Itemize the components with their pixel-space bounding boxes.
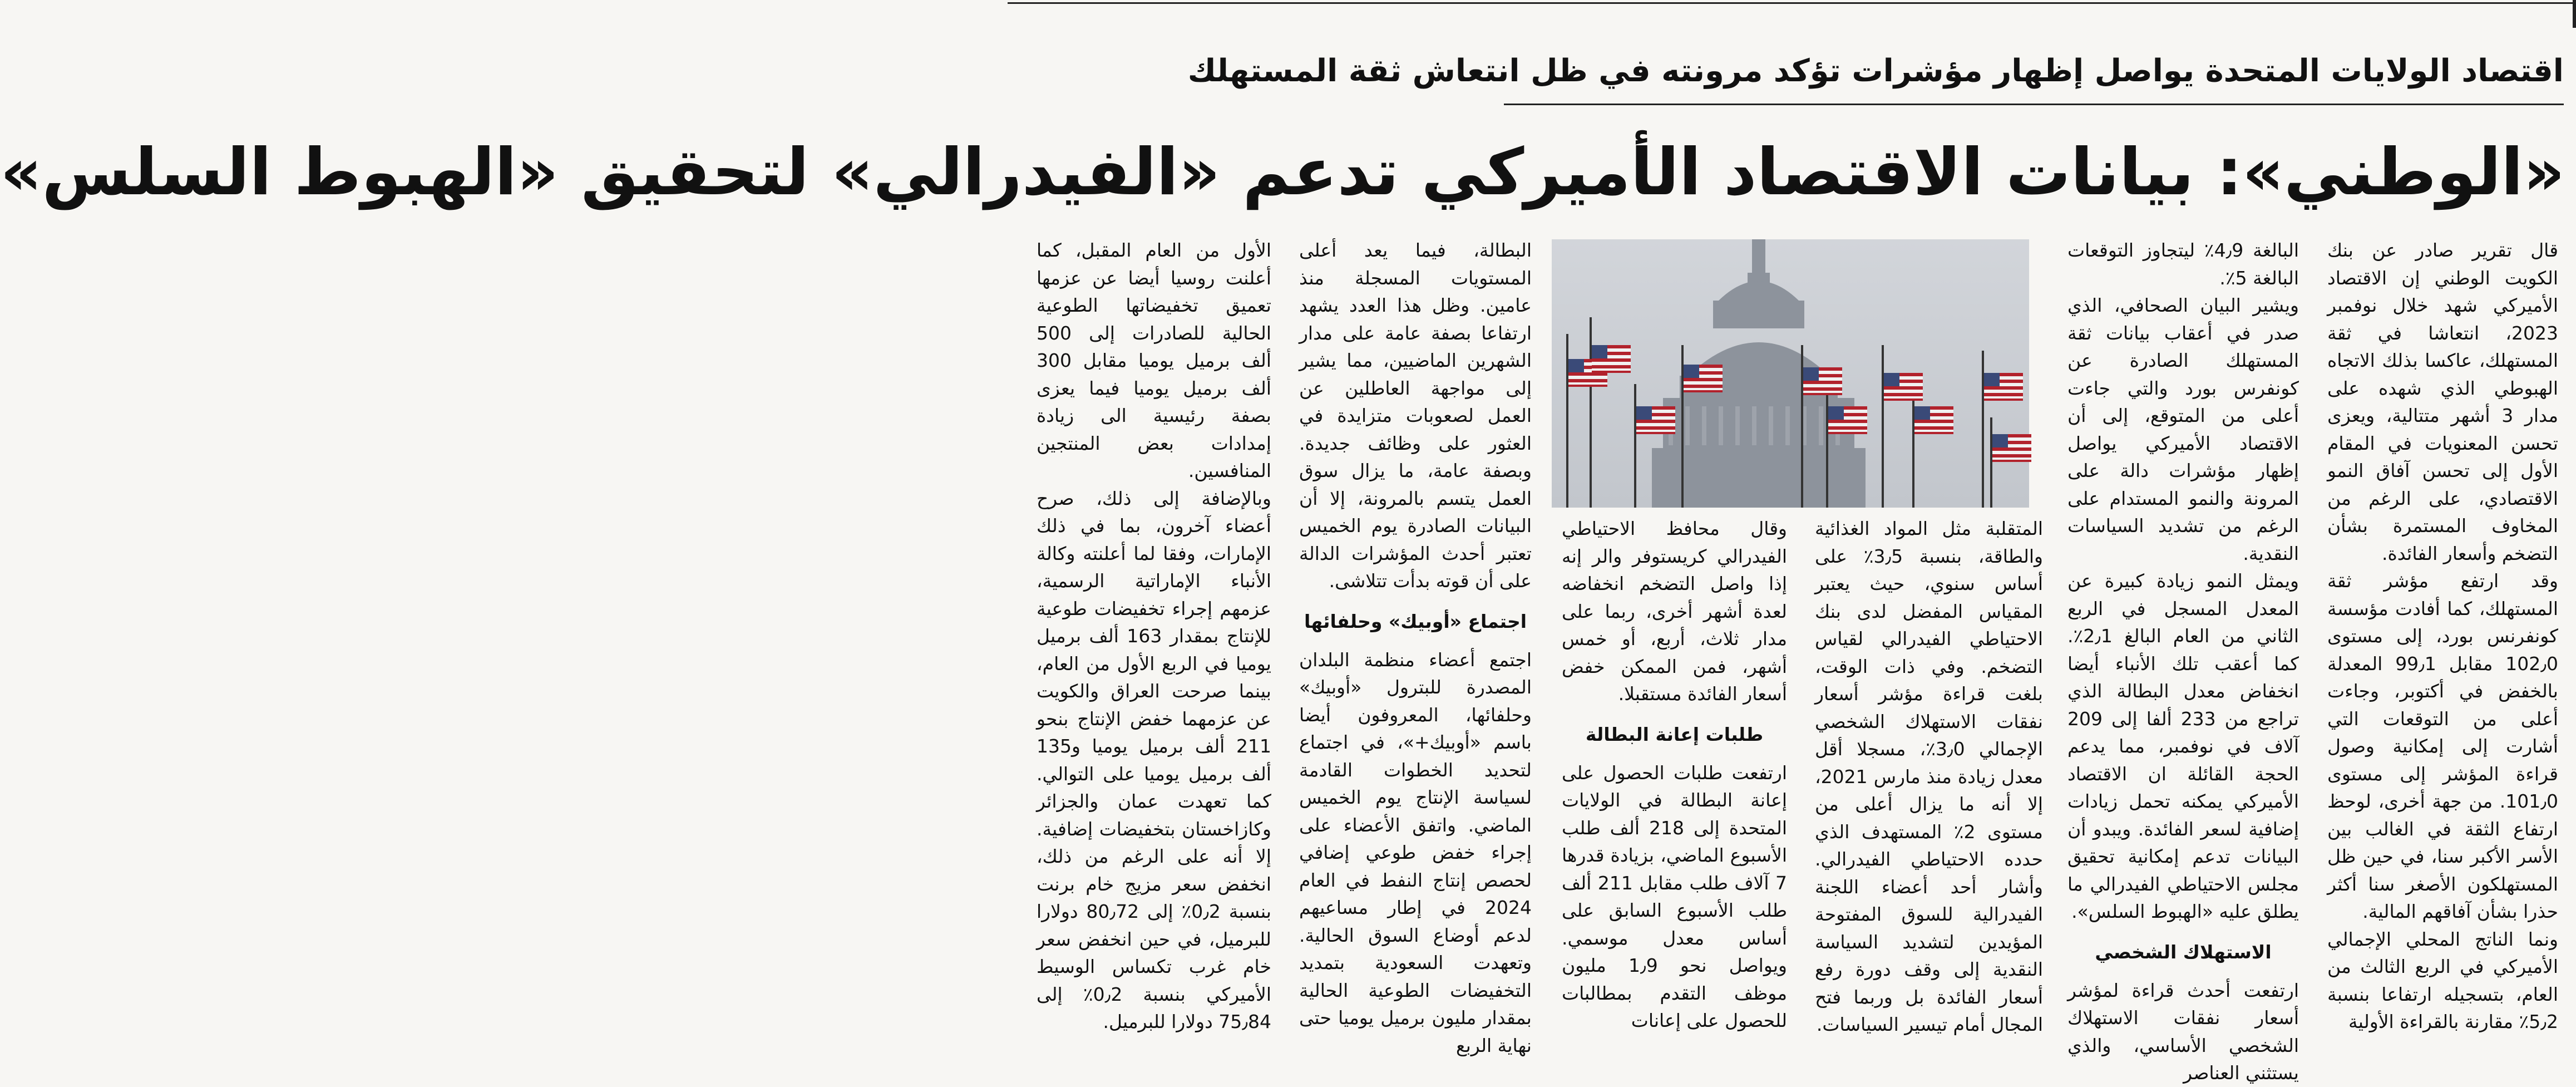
top-border-rule — [1008, 2, 2576, 4]
article-column-2 — [2067, 237, 2299, 1084]
paragraph: المتقلبة مثل المواد الغذائية والطاقة، بنسبة 3٫5٪ على أساس سنوي، حيث يعتبر المقياس المفضل لدى بنك الاحتياطي الفيدرالي لقياس التضخم. وفي ذات الوقت، بلغت قراءة مؤشر أسعار نفقات الاستهلاك الشخصي الإجمالي 3٫0٪، مسجلا أقل معدل زيادة منذ مارس 2021، إلا أنه ما يزال أعلى من مستوى 2٪ المستهدف الذي حدده الاحتياطي الفيدرالي. وأشار أحد أعضاء اللجنة الفيدرالية للسوق المفتوحة المؤيدين لتشديد السياسة النقدية إلى وقف دورة رفع أسعار الفائدة بل وربما فتح المجال أمام تيسير السياسات. — [1815, 518, 2043, 1035]
paragraph: ارتفعت طلبات الحصول على إعانة البطالة في الولايات المتحدة إلى 218 ألف طلب الأسبوع الماضي، بزيادة قدرها 7 آلاف طلب مقابل 211 ألف طلب الأسبوع السابق على أساس معدل موسمي. ويواصل نحو 1٫9 مليون موظف التقدم بمطالبات للحصول على إعانات — [1562, 761, 1787, 1031]
article-column-6 — [1037, 237, 1271, 1032]
section-heading-opec-meeting: اجتماع «أوبيك» وحلفائها — [1304, 610, 1527, 632]
section-heading-jobless-claims: طلبات إعانة البطالة — [1585, 723, 1764, 745]
paragraph: وقال محافظ الاحتياطي الفيدرالي كريستوفر والر إنه إذا واصل التضخم انخفاضه لعدة أشهر أخرى، ربما على مدار ثلاث، أربع، أو خمس أشهر، فمن الممكن خفض أسعار الفائدة مستقبلا. — [1562, 518, 1787, 705]
paragraph: وقد ارتفع مؤشر ثقة المستهلك، كما أفادت مؤسسة كونفرنس بورد، إلى مستوى 102٫0 مقابل 99٫1 المعدلة بالخفض في أكتوبر، وجاءت أعلى من التوقعات التي أشارت إلى إمكانية وصول قراءة المؤشر إلى مستوى 101٫0. من جهة أخرى، لوحظ ارتفاع الثقة في الغالب بين الأسر الأكبر سنا، في حين ظل المستهلكون الأصغر سنا أكثر حذرا بشأن آفاقهم المالية. — [2327, 570, 2558, 922]
paragraph: البالغة 4٫9٪ ليتجاوز التوقعات البالغة 5٪. — [2067, 239, 2299, 289]
paragraph: البطالة، فيما يعد أعلى المستويات المسجلة منذ عامين. وظل هذا العدد يشهد ارتفاعا بصفة عامة على مدار الشهرين الماضيين، مما يشير إلى مواجهة العاطلين عن العمل لصعوبات متزايدة في العثور على وظائف جديدة. وبصفة عامة، ما يزال سوق العمل يتسم بالمرونة، إلا أن البيانات الصادرة يوم الخميس تعتبر أحدث المؤشرات الدالة على أن قوته بدأت تتلاشى. — [1299, 239, 1532, 592]
corner-mark — [2573, 0, 2576, 28]
paragraph: ويمثل النمو زيادة كبيرة عن المعدل المسجل في الربع الثاني من العام البالغ 2٫1٪. كما أعقب تلك الأنباء أيضا انخفاض معدل البطالة الذي تراجع من 233 ألفا إلى 209 آلاف في نوفمبر، مما يدعم الحجة القائلة ان الاقتصاد الأميركي يمكنه تحمل زيادات إضافية لسعر الفائدة. ويبدو أن البيانات تدعم إمكانية تحقيق مجلس الاحتياطي الفيدرالي ما يطلق عليه «الهبوط السلس». — [2067, 570, 2299, 922]
paragraph: قال تقرير صادر عن بنك الكويت الوطني إن الاقتصاد الأميركي شهد خلال نوفمبر 2023، انتعاشا في ثقة المستهلك، عاكسا بذلك الاتجاه الهبوطي الذي شهده على مدار 3 أشهر متتالية، ويعزى تحسن المعنويات في المقام الأول إلى تحسن آفاق النمو الاقتصادي، على الرغم من المخاوف المستمرة بشأن التضخم وأسعار الفائدة. — [2327, 239, 2558, 564]
paragraph: ارتفعت أحدث قراءة لمؤشر أسعار نفقات الاستهلاك الشخصي الأساسي، والذي يستثني العناصر — [2067, 979, 2299, 1084]
section-heading-personal-consumption: الاستهلاك الشخصي — [2095, 941, 2272, 963]
article-column-3 — [1815, 515, 2043, 1035]
capitol-flags-photo — [1552, 239, 2029, 508]
paragraph: وبالإضافة إلى ذلك، صرح أعضاء آخرون، بما في ذلك الإمارات، وفقا لما أعلنته وكالة الأنباء الإماراتية الرسمية، عزمهم إجراء تخفيضات طوعية للإنتاج بمقدار 163 ألف برميل يوميا في الربع الأول من العام، بينما صرحت العراق والكويت عن عزمهما خفض الإنتاج بنحو 211 ألف برميل يوميا و135 ألف برميل يوميا على التوالي. كما تعهدت عمان والجزائر وكازاخستان بتخفيضات إضافية. إلا أنه على الرغم من ذلك، انخفض سعر مزيج خام برنت بنسبة 0٫2٪ إلى 80٫72 دولارا للبرميل، في حين انخفض سعر خام غرب تكساس الوسيط الأميركي بنسبة 0٫2٪ إلى 75٫84 دولارا للبرميل. — [1037, 487, 1271, 1032]
paragraph: ونما الناتج المحلي الإجمالي الأميركي في الربع الثالث من العام، بتسجيله ارتفاعا بنسبة 5٫2٪ مقارنة بالقراءة الأولية — [2327, 928, 2558, 1032]
paragraph: الأول من العام المقبل، كما أعلنت روسيا أيضا عن عزمها تعميق تخفيضاتها الطوعية الحالية للصادرات إلى 500 ألف برميل يوميا مقابل 300 ألف برميل يوميا فيما يعزى بصفة رئيسية الى زيادة إمدادات بعض المنتجين المنافسين. — [1037, 239, 1271, 481]
paragraph: اجتمع أعضاء منظمة البلدان المصدرة للبترول «أوبيك» وحلفائها، المعروفون أيضا باسم «أوبيك+»، في اجتماع لتحديد الخطوات القادمة لسياسة الإنتاج يوم الخميس الماضي. واتفق الأعضاء على إجراء خفض طوعي إضافي لحصص إنتاج النفط في العام 2024 في إطار مساعيهم لدعم أوضاع السوق الحالية. وتعهدت السعودية بتمديد التخفيضات الطوعية الحالية بمقدار مليون برميل يوميا حتى نهاية الربع — [1299, 648, 1532, 1056]
paragraph: ويشير البيان الصحافي، الذي صدر في أعقاب بيانات ثقة المستهلك الصادرة عن كونفرس بورد والتي جاءت أعلى من المتوقع، إلى أن الاقتصاد الأميركي يواصل إظهار مؤشرات دالة على المرونة والنمو المستدام على الرغم من تشديد السياسات النقدية. — [2067, 294, 2299, 564]
article-column-4 — [1562, 515, 1787, 1031]
main-headline: «الوطني»: بيانات الاقتصاد الأميركي تدعم «الفيدرالي» لتحقيق «الهبوط السلس» — [0, 135, 2565, 210]
article-column-5 — [1299, 237, 1532, 1056]
kicker-subheadline: اقتصاد الولايات المتحدة يواصل إظهار مؤشرات تؤكد مرونته في ظل انتعاش ثقة المستهلك — [1187, 53, 2564, 89]
article-column-1 — [2327, 237, 2558, 1032]
kicker-underline — [1504, 104, 2564, 105]
